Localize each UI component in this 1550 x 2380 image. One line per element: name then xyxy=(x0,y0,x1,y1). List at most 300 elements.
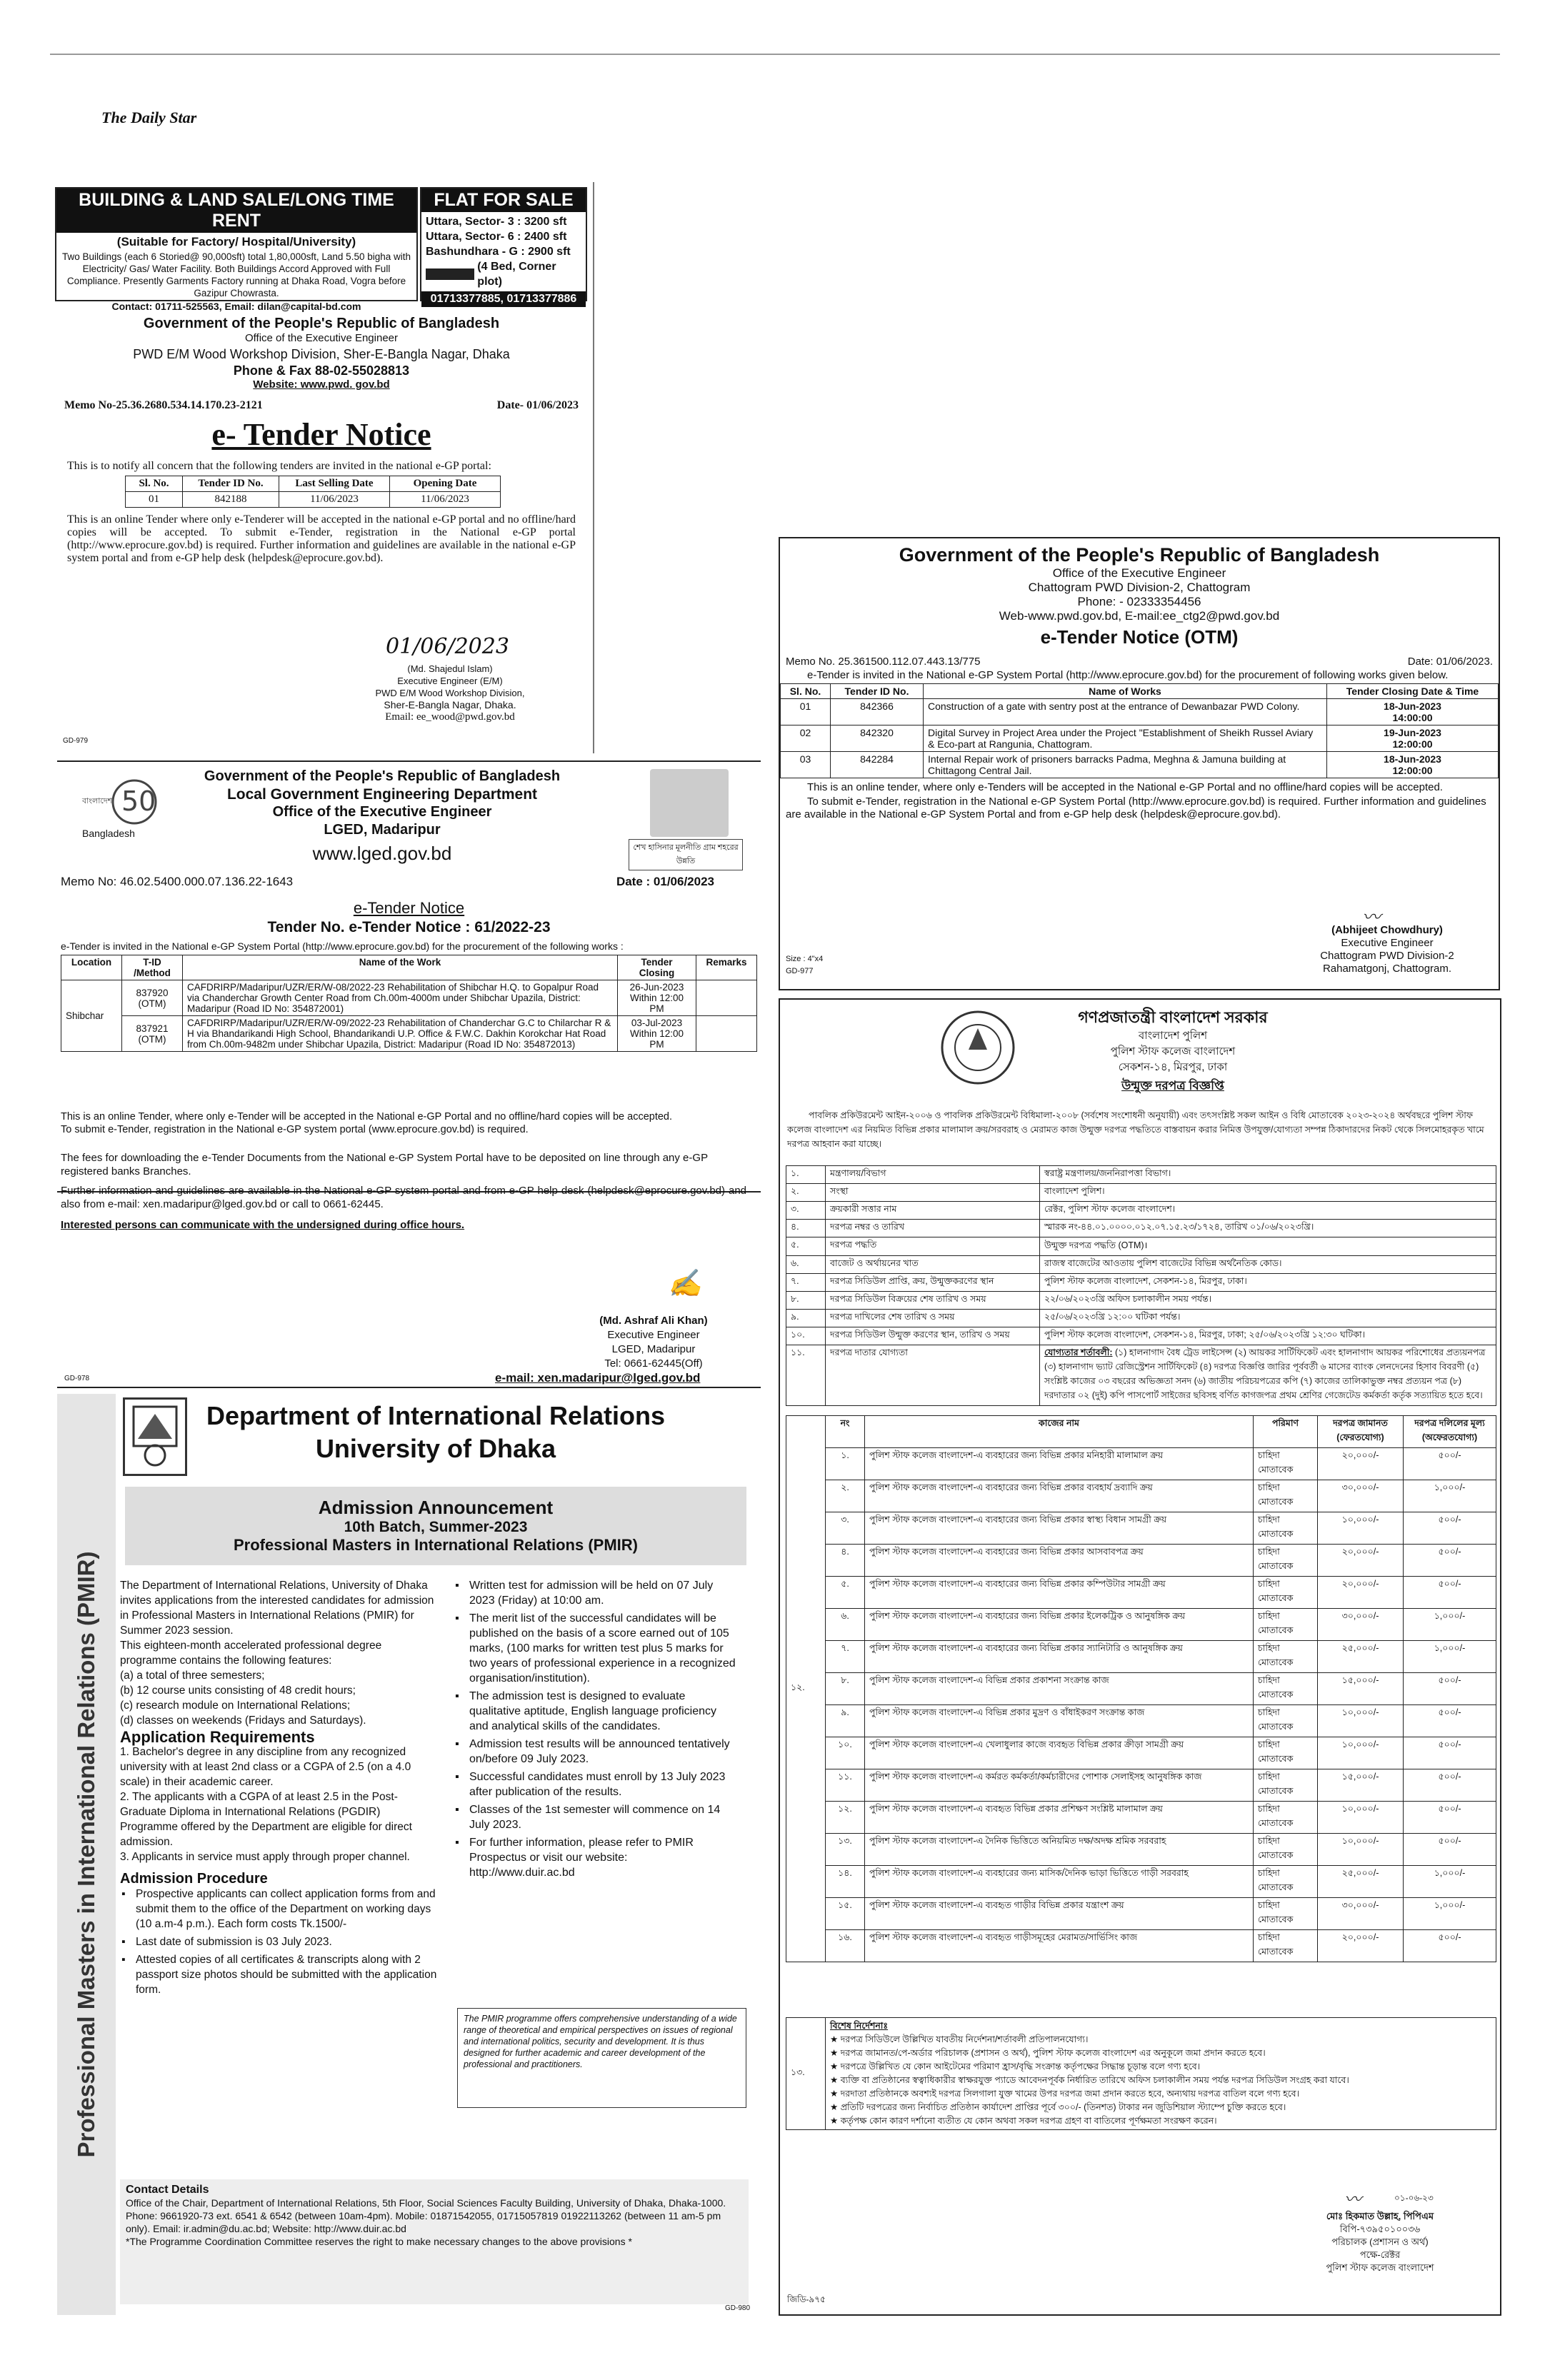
table-cell: ২৫,০০০/- xyxy=(1318,1641,1404,1673)
table-row xyxy=(786,1345,1496,1406)
signature-mark: 〰 xyxy=(1362,907,1381,928)
table-cell: 01 xyxy=(126,492,183,508)
table-cell: সংস্থা xyxy=(826,1184,1040,1202)
signer-designation: পক্ষে-রেক্টর xyxy=(1359,2249,1401,2260)
signer-name: (Md. Shajedul Islam) xyxy=(407,663,493,674)
banner-title: Admission Announcement xyxy=(318,1497,554,1518)
notice-office: Office of the Executive Engineer xyxy=(272,804,492,820)
table-cell: ৭. xyxy=(786,1274,826,1292)
notice-office: LGED, Madaripur xyxy=(324,822,441,838)
table-row xyxy=(786,1577,1496,1609)
table-cell: পুলিশ স্টাফ কলেজ বাংলাদেশ, সেকশন-১৪, মিরপুর, ঢাকা; ২৫/০৬/২০২৩খ্রি ১২:৩০ ঘটিকা। xyxy=(1040,1327,1496,1345)
table-cell: পুলিশ স্টাফ কলেজ বাংলাদেশ-এ বিভিন্ন প্রকার প্রকাশনা সংক্রান্ত কাজ xyxy=(865,1673,1254,1705)
table-cell: ১২. xyxy=(826,1802,865,1834)
pm-portrait-icon xyxy=(650,769,729,837)
table-row xyxy=(61,1016,757,1052)
schedule-table xyxy=(786,1165,1496,1406)
schedule-item: ▪ The admission test is designed to evaluate qualitative aptitude, English language proficiency and analytical skills of the candidates. xyxy=(454,1689,736,1734)
table-row xyxy=(786,1448,1496,1480)
table-cell: ১২. xyxy=(786,1416,826,1962)
table-cell: ৩. xyxy=(786,1202,826,1220)
table-cell: ১০,০০০/- xyxy=(1318,1802,1404,1834)
table-header: T-ID /Method xyxy=(122,955,183,980)
table-row xyxy=(781,699,1499,725)
table-cell: পুলিশ স্টাফ কলেজ বাংলাদেশ-এ ব্যবহারের জন্য বিভিন্ন প্রকার ব্যবহার্য দ্রব্যাদি ক্রয় xyxy=(865,1480,1254,1512)
table-cell: CAFDRIRP/Madaripur/UZR/ER/W-09/2022-23 Rehabilitation of Chanderchar G.C to Chilarchar R & H via Bhandarikandi High School, Bhandarikandi U.P. Office & F.W.C. Dakhin Korokchar Hat Road from Ch.00m-9482m under Shibchar Upazila, District: Madaripur (Road ID No: 354872013) xyxy=(183,1016,618,1052)
table-cell: পুলিশ স্টাফ কলেজ বাংলাদেশ-এ খেলাধুলার কাজে ব্যবহৃত বিভিন্ন প্রকার ক্রীড়া সামগ্রী ক্রয় xyxy=(865,1737,1254,1769)
signature-mark: 01/06/2023 xyxy=(386,634,509,659)
table-row xyxy=(786,1769,1496,1802)
section-title: Admission Procedure xyxy=(120,1871,268,1887)
schedule-item: ▪ Admission test results will be announced tentatively on/before 09 July 2023. xyxy=(454,1737,736,1767)
table-cell: চাহিদা মোতাবেক xyxy=(1254,1673,1318,1705)
table-cell: ২০,০০০/- xyxy=(1318,1577,1404,1609)
university-title: University of Dhaka xyxy=(315,1434,556,1463)
bangladesh-50-logo-icon xyxy=(79,775,161,832)
table-cell: ২০,০০০/- xyxy=(1318,1448,1404,1480)
signer-designation: পরিচালক (প্রশাসন ও অর্থ) xyxy=(1331,2236,1429,2247)
programme-quote: The PMIR programme offers comprehensive understanding of a wide range of theoretical and empirical perspectives on issues of regional and international politics, security and development. It is thus designed for further academic and career development of the professional and practitioners. xyxy=(457,2008,746,2108)
table-cell: 03 xyxy=(781,752,831,778)
contact-details: Office of the Chair, Department of International Relations, 5th Floor, Social Sciences Faculty Building, University of Dhaka, Dhaka-1000. Phone: 9661920-73 ext. 6541 & 6542 (between 10am-4pm). Mobile: 01871542055, 01715057819 01922113262 (between 11 am-5 pm only). Email: ir.admin@du.ac.bd; Website: http://www.duir.ac.bd xyxy=(126,2197,726,2234)
table-cell: ৮. xyxy=(786,1292,826,1310)
table-cell: বাজেট ও অর্থায়নের খাত xyxy=(826,1256,1040,1274)
notice-subheading: Local Government Engineering Department xyxy=(226,786,538,803)
memo-date: Date : 01/06/2023 xyxy=(616,875,714,888)
table-header: পরিমাণ xyxy=(1254,1416,1318,1448)
table-cell: পুলিশ স্টাফ কলেজ বাংলাদেশ-এ ব্যবহৃত বিভিন্ন প্রকার প্রশিক্ষণ সংশ্লিষ্ট মালামাল ক্রয় xyxy=(865,1802,1254,1834)
section-title: Application Requirements xyxy=(120,1728,315,1746)
table-cell: চাহিদা মোতাবেক xyxy=(1254,1609,1318,1641)
slogan: শেখ হাসিনার মূলনীতি গ্রাম শহরের উন্নতি xyxy=(629,839,743,870)
table-cell: ২. xyxy=(826,1480,865,1512)
flat-line: Uttara, Sector- 3 : 3200 sft xyxy=(426,216,567,228)
flat-ad-phones: 01713377885, 01713377886 xyxy=(421,291,586,307)
table-header: Location xyxy=(61,955,122,980)
notice-office: সেকশন-১৪, মিরপুর, ঢাকা xyxy=(1118,1061,1228,1073)
table-header: Remarks xyxy=(696,955,757,980)
table-header: Opening Date xyxy=(390,476,501,492)
notes-table xyxy=(786,2017,1496,2130)
notice-intro: পাবলিক প্রকিউরমেন্ট আইন-২০০৬ ও পাবলিক প্রকিউরমেন্ট বিধিমালা-২০০৮ (সর্বশেষ সংশোধনী অনুযায়ী) এবং তৎসংশ্লিষ্ট সকল আইন ও বিধি মোতাবেক ২০২৩-২০২৪ অর্থবছরে পুলিশ স্টাফ কলেজ বাংলাদেশ এর নিয়মিত বিভিন্ন প্রকার মালামাল ক্রয়/সরবরাহ ও মেরামত কাজ উন্মুক্ত দরপত্র পদ্ধতিতে বাস্তবায়ন করার নিমিত্ত উপযুক্ত/যোগ্যতা সম্পন্ন ঠিকাদারদের নিকট থেকে সিলমোহরকৃত খামে দরপত্র আহবান করা যাচ্ছে। xyxy=(787,1110,1484,1149)
table-cell: দরপত্র সিডিউল উন্মুক্ত করণের স্থান, তারিখ ও সময় xyxy=(826,1327,1040,1345)
flat-sale-ad xyxy=(420,187,587,305)
notice-body: Interested persons can communicate with the undersigned during office hours. xyxy=(61,1219,465,1231)
table-cell: চাহিদা মোতাবেক xyxy=(1254,1705,1318,1737)
notice-body: This is an online Tender where only e-Tenderer will be accepted in the national e-GP portal and no offline/hard copies will be accepted. To submit e-Tender, registration in the National e-GP portal (http://www.eprocure.gov.bd) is required. Further information and guidelines are available in the national e-GP system portal and from e-GP help desk (helpdesk@eprocure.gov.bd). xyxy=(67,513,576,564)
notice-heading: গণপ্রজাতন্ত্রী বাংলাদেশ সরকার xyxy=(1078,1008,1268,1026)
ad-code: GD-980 xyxy=(725,2304,751,2312)
table-cell: ১,০০০/- xyxy=(1404,1641,1496,1673)
lged-tender-notice xyxy=(57,760,761,1192)
contact-box xyxy=(120,2179,749,2304)
table-cell: ১০. xyxy=(786,1327,826,1345)
pwd-dhaka-tender-notice xyxy=(57,313,586,752)
table-cell: পুলিশ স্টাফ কলেজ বাংলাদেশ-এ কর্মরত কর্মকর্তা/কর্মচারীদের পোশাক সেলাইসহ আনুষঙ্গিক কাজ xyxy=(865,1769,1254,1802)
table-row xyxy=(61,980,757,1016)
table-cell: উন্মুক্ত দরপত্র পদ্ধতি (OTM)। xyxy=(1040,1237,1496,1256)
table-row xyxy=(786,1866,1496,1898)
table-header: Tender Closing Date & Time xyxy=(1327,684,1499,699)
notice-office: Chattogram PWD Division-2, Chattogram xyxy=(1028,581,1251,594)
department-title: Department of International Relations xyxy=(206,1401,666,1430)
table-cell: পুলিশ স্টাফ কলেজ বাংলাদেশ-এ ব্যবহৃত গাড়ীসমূহের মেরামত/সার্ভিসিং কাজ xyxy=(865,1930,1254,1962)
table-row xyxy=(786,1609,1496,1641)
signer-name: (Abhijeet Chowdhury) xyxy=(1331,924,1443,936)
svg-text:বাংলাদেশ: বাংলাদেশ xyxy=(82,796,113,805)
table-header: কাজের নাম xyxy=(865,1416,1254,1448)
table-cell: পুলিশ স্টাফ কলেজ বাংলাদেশ-এ বিভিন্ন প্রকার মুদ্রণ ও বাঁধাইকরণ সংক্রান্ত কাজ xyxy=(865,1705,1254,1737)
table-cell: চাহিদা মোতাবেক xyxy=(1254,1545,1318,1577)
table-cell: 01 xyxy=(781,699,831,725)
table-row xyxy=(786,1292,1496,1310)
signer-designation: Executive Engineer xyxy=(607,1329,700,1341)
table-cell: ১৫,০০০/- xyxy=(1318,1769,1404,1802)
signer-email: Email: ee_wood@pwd.gov.bd xyxy=(385,711,515,723)
table-cell: ৫. xyxy=(786,1237,826,1256)
requirement-item: 3. Applicants in service must apply through proper channel. xyxy=(120,1851,410,1863)
memo-number: Memo No: 46.02.5400.000.07.136.22-1643 xyxy=(61,875,294,888)
feature-item: (a) a total of three semesters; xyxy=(120,1669,265,1682)
table-cell: ১,০০০/- xyxy=(1404,1898,1496,1930)
table-cell: 14:00:00 xyxy=(1392,712,1433,723)
notice-title: e-Tender Notice (OTM) xyxy=(1040,626,1239,648)
table-cell: দরপত্র দাতার যোগ্যতা xyxy=(826,1345,1040,1406)
table-cell: পুলিশ স্টাফ কলেজ বাংলাদেশ, সেকশন-১৪, মিরপুর, ঢাকা। xyxy=(1040,1274,1496,1292)
table-cell: চাহিদা মোতাবেক xyxy=(1254,1577,1318,1609)
table-cell: ৩০,০০০/- xyxy=(1318,1480,1404,1512)
table-header: নং xyxy=(826,1416,865,1448)
table-cell: 18-Jun-2023 xyxy=(1384,701,1441,712)
table-cell: ৩০,০০০/- xyxy=(1318,1898,1404,1930)
table-row xyxy=(786,1220,1496,1237)
table-cell: 11/06/2023 xyxy=(390,492,501,508)
building-ad-body: Two Buildings (each 6 Storied@ 90,000sft) total 1,80,000sft, Land 5.50 bigha with Electricity/ Gas/ Water Facility. Both Buildings Accord Approved with Full Compliance. Presently Garments Factory running at Dhaka Road, Vogra before Gazipur Chowrasta. xyxy=(61,251,411,298)
note-item: ★ ব্যক্তি বা প্রতিষ্ঠানের স্বত্বাধিকারীর স্বাক্ষরযুক্ত প্যাডে আবেদনপূর্বক নির্ধারিত তারিখে অফিস চলাকালীন সময় পর্যন্ত দরপত্র সিডিউল সংগ্রহ করা যাবে। xyxy=(830,2075,1349,2085)
schedule-item: ▪ Classes of the 1st semester will commence on 14 July 2023. xyxy=(454,1802,736,1832)
section-rule xyxy=(57,1387,761,1388)
table-cell: চাহিদা মোতাবেক xyxy=(1254,1930,1318,1962)
notice-body: The fees for downloading the e-Tender Documents from the National e-GP System Portal have to be deposited on line through any e-GP registered banks Branches. xyxy=(61,1152,708,1178)
table-cell: ১,০০০/- xyxy=(1404,1480,1496,1512)
requirement-item: 1. Bachelor's degree in any discipline from any recognized university with at least 2nd class or a CGPA of 2.5 (on a 4.0 scale) in their academic career. xyxy=(120,1746,411,1788)
footnote: *The Programme Coordination Committee reserves the right to make necessary changes to the above provisions * xyxy=(126,2236,632,2247)
table-cell: 02 xyxy=(781,725,831,752)
notice-subheading: Office of the Executive Engineer xyxy=(1052,566,1226,580)
note-item: ★ প্রতিটি দরপত্রের জন্য নির্বাচিত প্রতিষ্ঠান কার্যাদেশ প্রাপ্তির পূর্বে ৩০০/- (তিনশত) টাকার নন জুডিশিয়াল স্ট্যাম্পে চুক্তি করতে হবে। xyxy=(830,2102,1286,2112)
signer-designation: Sher-E-Bangla Nagar, Dhaka. xyxy=(384,699,516,711)
table-cell: ১৩. xyxy=(826,1834,865,1866)
table-cell: ১. xyxy=(826,1448,865,1480)
table-cell: ৫০০/- xyxy=(1404,1512,1496,1545)
table-row xyxy=(781,725,1499,752)
table-cell: স্বরাষ্ট্র মন্ত্রণালয়/জননিরাপত্তা বিভাগ। xyxy=(1040,1166,1496,1184)
table-cell: ১০,০০০/- xyxy=(1318,1705,1404,1737)
table-cell: দরপত্র নম্বর ও তারিখ xyxy=(826,1220,1040,1237)
table-cell: ১১. xyxy=(826,1769,865,1802)
table-cell: ৪. xyxy=(826,1545,865,1577)
table-cell: দরপত্র দাখিলের শেষ তারিখ ও সময় xyxy=(826,1310,1040,1327)
table-cell: ৫০০/- xyxy=(1404,1577,1496,1609)
table-cell: ৫০০/- xyxy=(1404,1737,1496,1769)
table-cell: ৫০০/- xyxy=(1404,1930,1496,1962)
sidebar-band xyxy=(57,1394,116,2315)
table-cell: মন্ত্রণালয়/বিভাগ xyxy=(826,1166,1040,1184)
memo-number: Memo No. 25.361500.112.07.443.13/775 xyxy=(786,656,981,668)
sidebar-vertical-text: Professional Masters in International Relations (PMIR) xyxy=(73,1551,99,2158)
table-cell: ১৪. xyxy=(826,1866,865,1898)
flat-line: Uttara, Sector- 6 : 2400 sft xyxy=(426,231,567,243)
table-row xyxy=(781,752,1499,778)
procedure-item: ▪ Last date of submission is 03 July 2023. xyxy=(120,1934,438,1949)
table-row xyxy=(786,1930,1496,1962)
table-cell: ২৫/০৬/২০২৩খ্রি ১২:০০ ঘটিকা পর্যন্ত। xyxy=(1040,1310,1496,1327)
table-cell: ২০,০০০/- xyxy=(1318,1930,1404,1962)
note-item: ★ দরদাতা প্রতিষ্ঠানকে অবশ্যই দরপত্র সিলগালা যুক্ত খামের উপর দরপত্র জমা প্রদান করতে হবে, অন্যথায় দরপত্র বাতিল বলে গণ্য হবে। xyxy=(830,2089,1300,2099)
table-cell: ১০,০০০/- xyxy=(1318,1512,1404,1545)
table-cell: ৫০০/- xyxy=(1404,1834,1496,1866)
table-cell: পুলিশ স্টাফ কলেজ বাংলাদেশ-এ ব্যবহারের জন্য বিভিন্ন প্রকার স্বাস্থ্য বিধান সামগ্রী ক্রয় xyxy=(865,1512,1254,1545)
memo-date: Date: 01/06/2023. xyxy=(1407,656,1493,668)
signature-date: ০১-০৬-২৩ xyxy=(1394,2193,1434,2203)
table-cell: ৯. xyxy=(826,1705,865,1737)
table-cell: ৮. xyxy=(826,1673,865,1705)
notice-subheading: Office of the Executive Engineer xyxy=(244,332,398,344)
table-cell: চাহিদা মোতাবেক xyxy=(1254,1898,1318,1930)
table-row xyxy=(786,1327,1496,1345)
table-cell: 26-Jun-2023 Within 12:00 PM xyxy=(618,980,696,1016)
table-row xyxy=(786,1202,1496,1220)
table-cell: ১০,০০০/- xyxy=(1318,1834,1404,1866)
table-cell: 03-Jul-2023 Within 12:00 PM xyxy=(618,1016,696,1052)
notice-intro: This is to notify all concern that the following tenders are invited in the national e-GP portal: xyxy=(67,460,491,472)
lot-table xyxy=(786,1415,1496,1962)
signer-id: বিপি-৭৩৯৫০১০০৩৬ xyxy=(1339,2224,1421,2234)
company-logo-icon xyxy=(426,268,474,280)
tender-table xyxy=(125,476,501,508)
table-cell: ৫০০/- xyxy=(1404,1545,1496,1577)
table-row xyxy=(786,1834,1496,1866)
table-cell: 11/06/2023 xyxy=(279,492,390,508)
notice-phone: Phone & Fax 88-02-55028813 xyxy=(233,363,410,378)
table-cell: ২৫,০০০/- xyxy=(1318,1866,1404,1898)
memo-number: Memo No-25.36.2680.534.14.170.23-2121 xyxy=(64,399,263,411)
eligibility-label: যোগ্যতার শর্তাবলী: xyxy=(1044,1347,1113,1357)
signer-designation: Rahamatgonj, Chattogram. xyxy=(1322,963,1452,975)
table-header: Last Selling Date xyxy=(279,476,390,492)
notice-title: e- Tender Notice xyxy=(211,417,431,452)
tender-number: Tender No. e-Tender Notice : 61/2022-23 xyxy=(267,919,551,935)
notice-web: Web-www.pwd.gov.bd, E-mail:ee_ctg2@pwd.gov.bd xyxy=(999,609,1280,623)
table-header: Tender ID No. xyxy=(183,476,279,492)
notice-title: e-Tender Notice xyxy=(353,899,465,917)
table-cell: পুলিশ স্টাফ কলেজ বাংলাদেশ-এ ব্যবহারের জন্য বিভিন্ন প্রকার আসবাবপত্র ক্রয় xyxy=(865,1545,1254,1577)
feature-item: (d) classes on weekends (Fridays and Saturdays). xyxy=(120,1714,366,1727)
table-cell: রাজস্ব বাজেটের আওতায় পুলিশ বাজেটের বিভিন্ন অর্থনৈতিক কোড। xyxy=(1040,1256,1496,1274)
signer-designation: Executive Engineer (E/M) xyxy=(397,676,503,686)
table-row xyxy=(786,1545,1496,1577)
table-cell: ১৬. xyxy=(826,1930,865,1962)
table-cell: ৬. xyxy=(826,1609,865,1641)
building-ad-contact: Contact: 01711-525563, Email: dilan@capital-bd.com xyxy=(111,301,361,312)
note-item: ★ দরপত্র সিডিউলে উল্লিখিত যাবতীয় নির্দেশনা/শর্তাবলী প্রতিপালনযোগ্য। xyxy=(830,2034,1089,2044)
signer-email: e-mail: xen.madaripur@lged.gov.bd xyxy=(495,1371,701,1385)
table-cell: ১৫,০০০/- xyxy=(1318,1673,1404,1705)
table-row xyxy=(786,1237,1496,1256)
notice-website: www.lged.gov.bd xyxy=(312,843,452,864)
requirement-item: 2. The applicants with a CGPA of at least 2.5 in the Post-Graduate Diploma in International Relations (PGDIR) Programme offered by the Department are eligible for direct admission. xyxy=(120,1791,412,1848)
notice-intro: e-Tender is invited in the National e-GP System Portal (http://www.eprocure.gov.bd) for the procurement of following works given below. xyxy=(807,669,1449,681)
table-row xyxy=(786,1737,1496,1769)
table-cell: রেক্টর, পুলিশ স্টাফ কলেজ বাংলাদেশ। xyxy=(1040,1202,1496,1220)
table-cell: 842284 xyxy=(831,752,924,778)
signature-mark: ✍ xyxy=(668,1267,702,1299)
signer-designation: পুলিশ স্টাফ কলেজ বাংলাদেশ xyxy=(1326,2262,1434,2273)
table-row xyxy=(786,1641,1496,1673)
table-cell: 18-Jun-2023 xyxy=(1384,753,1441,765)
table-cell: ৫০০/- xyxy=(1404,1448,1496,1480)
table-cell: চাহিদা মোতাবেক xyxy=(1254,1834,1318,1866)
svg-text:50: 50 xyxy=(121,785,156,817)
building-ad-subtitle: (Suitable for Factory/ Hospital/University) xyxy=(116,235,356,248)
table-cell: ৫. xyxy=(826,1577,865,1609)
du-admission-announcement xyxy=(57,1394,761,2315)
table-header: Name of the Work xyxy=(183,955,618,980)
table-cell: স্মারক নং-৪৪.০১.০০০০.০১২.০৭.১৫.২৩/১৭২৪, তারিখ ০১/০৬/২০২৩খ্রি। xyxy=(1040,1220,1496,1237)
feature-item: (c) research module on International Relations; xyxy=(120,1699,351,1712)
schedule-item: ▪ For further information, please refer to PMIR Prospectus or visit our website: http://www.duir.ac.bd xyxy=(454,1835,736,1880)
table-cell: Shibchar xyxy=(61,980,122,1052)
table-header: Name of Works xyxy=(924,684,1327,699)
notice-phone: Phone: - 02333354456 xyxy=(1077,595,1201,608)
notice-title: উন্মুক্ত দরপত্র বিজ্ঞপ্তি xyxy=(1121,1079,1224,1093)
signer-designation: Chattogram PWD Division-2 xyxy=(1320,950,1454,962)
table-row xyxy=(786,1274,1496,1292)
tender-table xyxy=(780,683,1499,778)
table-cell: পুলিশ স্টাফ কলেজ বাংলাদেশ-এ দৈনিক ভিত্তিতে অনিয়মিত দক্ষ/অদক্ষ শ্রমিক সরবরাহ xyxy=(865,1834,1254,1866)
police-staff-college-notice xyxy=(779,998,1501,2316)
table-row xyxy=(786,1898,1496,1930)
table-cell: ৯. xyxy=(786,1310,826,1327)
note-item: ★ দরপত্রে উল্লিখিত যে কোন আইটেমের পরিমাণ হ্রাস/বৃদ্ধি সংক্রান্ত কর্তৃপক্ষের সিদ্ধান্ত চূড়ান্ত বলে গণ্য হবে। xyxy=(830,2062,1201,2072)
table-cell: CAFDRIRP/Madaripur/UZR/ER/W-08/2022-23 Rehabilitation of Shibchar H.Q. to Gopalpur Road via Chanderchar Growth Center Road from Ch.00m-4000m under Shibchar Upazila, District: Madaripur (Road ID No: 354872001) xyxy=(183,980,618,1016)
table-cell: ২. xyxy=(786,1184,826,1202)
table-cell: 842188 xyxy=(183,492,279,508)
table-cell: পুলিশ স্টাফ কলেজ বাংলাদেশ-এ ব্যবহারের জন্য বিভিন্ন প্রকার ইলেকট্রিক ও আনুষঙ্গিক ক্রয় xyxy=(865,1609,1254,1641)
signer-designation: PWD E/M Wood Workshop Division, xyxy=(375,688,525,698)
schedule-item: ▪ Successful candidates must enroll by 13 July 2023 after publication of the results. xyxy=(454,1769,736,1799)
notice-intro: e-Tender is invited in the National e-GP System Portal (http://www.eprocure.gov.bd) for the procurement of the following works : xyxy=(61,940,624,952)
flat-line: (4 Bed, Corner plot) xyxy=(477,261,556,288)
table-cell: 12:00:00 xyxy=(1392,738,1433,750)
table-row xyxy=(126,492,501,508)
table-header: Tender ID No. xyxy=(831,684,924,699)
table-cell: পুলিশ স্টাফ কলেজ বাংলাদেশ-এ ব্যবহারের জন্য বিভিন্ন প্রকার কম্পিউটার সামগ্রী ক্রয় xyxy=(865,1577,1254,1609)
table-row xyxy=(786,1166,1496,1184)
flat-ad-title: FLAT FOR SALE xyxy=(421,189,586,212)
table-cell: 19-Jun-2023 xyxy=(1384,727,1441,738)
schedule-item: ▪ The merit list of the successful candidates will be published on the basis of a score earned out of 105 marks, (100 marks for written test plus 5 marks for two years of professional experience in a recognized organisation/institution). xyxy=(454,1611,736,1686)
eligibility-text: (১) হালনাগাদ বৈধ ট্রেড লাইসেন্স (২) আয়কর সার্টিফিকেট এবং হালনাগাদ আয়কর পরিশোধের প্রত্যয়নপত্র (৩) হালনাগাদ ভ্যাট রেজিস্ট্রেশন সার্টিফিকেট (৪) দরপত্র বিজ্ঞপ্তি জারির পূর্ববর্তী ৬ মাসের ব্যাংক লেনদেনের হিসাব বিবরণী (৫) সংশ্লিষ্ট কাজের ০৩ বছরের অভিজ্ঞতা সনদ (৬) জাতীয় পরিচয়পত্রের কপি (৭) কাজের তালিকাভুক্ত নম্বর প্রত্যয়ন পত্র (৮) দরদাতার ০২ (দুই) কপি পাসপোর্ট সাইজের ছবিসহ বর্ণিত কাগজপত্র প্রথম শ্রেণির গেজেটেড কর্মকর্তা কর্তৃক সত্যায়িত হতে হবে। xyxy=(1044,1347,1486,1400)
table-cell: ৫০০/- xyxy=(1404,1769,1496,1802)
notice-office: PWD E/M Wood Workshop Division, Sher-E-Bangla Nagar, Dhaka xyxy=(133,347,510,361)
table-cell: দরপত্র সিডিউল প্রাপ্তি, ক্রয়, উন্মুক্তকরণের স্থান xyxy=(826,1274,1040,1292)
table-header: দরপত্র দলিলের মূল্য (অফেরতযোগ্য) xyxy=(1404,1416,1496,1448)
table-row xyxy=(786,1512,1496,1545)
features-intro: This eighteen-month accelerated professional degree programme contains the following features: xyxy=(120,1640,382,1667)
column-divider xyxy=(593,182,594,753)
notice-body: This is an online tender, where only e-Tenders will be accepted in the National e-GP Portal and no offline/hard copies will be accepted. xyxy=(807,781,1443,793)
flat-line: Bashundhara - G : 2900 sft xyxy=(426,246,571,258)
table-cell: চাহিদা মোতাবেক xyxy=(1254,1641,1318,1673)
table-cell: ক্রয়কারী সত্তার নাম xyxy=(826,1202,1040,1220)
table-cell: দরপত্র সিডিউল বিক্রয়ের শেষ তারিখ ও সময় xyxy=(826,1292,1040,1310)
table-header: Sl. No. xyxy=(126,476,183,492)
signer-designation: LGED, Madaripur xyxy=(611,1343,696,1355)
top-rule xyxy=(50,54,1500,55)
ad-code: জিডি-৯৭৫ xyxy=(787,2294,826,2304)
table-cell: ১. xyxy=(786,1166,826,1184)
ad-size: Size : 4"x4 xyxy=(786,955,824,963)
table-cell: বাংলাদেশ পুলিশ। xyxy=(1040,1184,1496,1202)
table-cell: ১,০০০/- xyxy=(1404,1609,1496,1641)
table-row xyxy=(786,1673,1496,1705)
ad-code: GD-978 xyxy=(64,1375,90,1382)
admission-banner xyxy=(125,1487,746,1565)
table-cell: 12:00:00 xyxy=(1392,765,1433,776)
notice-website: Website: www.pwd. gov.bd xyxy=(253,378,390,391)
notice-body: Further information and guidelines are available in the National e-GP system portal and from e-GP help desk (helpdesk@eprocure.gov.bd) and also from e-mail: xen.madaripur@lged.gov.bd or call to 0661-62445. xyxy=(61,1185,746,1210)
table-cell: ১,০০০/- xyxy=(1404,1866,1496,1898)
table-cell: Digital Survey in Project Area under the Project "Establishment of Sheikh Russel Aviary & Eco-part at Rangunia, Chattogram. xyxy=(924,725,1327,752)
intro-text: The Department of International Relations, University of Dhaka invites applications from the interested candidates for admission in Professional Masters in International Relations (PMIR) for Summer 2023 session. xyxy=(120,1580,434,1637)
notice-office: পুলিশ স্টাফ কলেজ বাংলাদেশ xyxy=(1110,1045,1236,1058)
table-cell: ১১. xyxy=(786,1345,826,1406)
table-cell: চাহিদা মোতাবেক xyxy=(1254,1480,1318,1512)
notice-body: To submit e-Tender, registration in the National e-GP system portal (www.eprocure.gov.bd) is required. xyxy=(61,1124,529,1135)
table-cell: ৬. xyxy=(786,1256,826,1274)
table-row xyxy=(786,1802,1496,1834)
table-cell: ১৩. xyxy=(786,2018,826,2130)
table-cell: ৩০,০০০/- xyxy=(1318,1609,1404,1641)
table-cell: চাহিদা মোতাবেক xyxy=(1254,1448,1318,1480)
table-cell: ১০. xyxy=(826,1737,865,1769)
notice-heading: Government of the People's Republic of Bangladesh xyxy=(143,316,500,331)
table-cell: পুলিশ স্টাফ কলেজ বাংলাদেশ-এ ব্যবহৃত গাড়ীর বিভিন্ন প্রকার যন্ত্রাংশ ক্রয় xyxy=(865,1898,1254,1930)
signer-tel: Tel: 0661-62445(Off) xyxy=(604,1357,703,1370)
signer-designation: Executive Engineer xyxy=(1341,937,1434,949)
table-row xyxy=(786,1310,1496,1327)
table-row xyxy=(786,1705,1496,1737)
notice-heading: Government of the People's Republic of Bangladesh xyxy=(899,544,1380,566)
table-cell: ৫০০/- xyxy=(1404,1802,1496,1834)
signer-name: মোঃ হিকমাত উল্লাহ, পিপিএম xyxy=(1326,2211,1434,2221)
table-cell: ৫০০/- xyxy=(1404,1705,1496,1737)
table-cell: Construction of a gate with sentry post at the entrance of Dewanbazar PWD Colony. xyxy=(924,699,1327,725)
building-ad-title: BUILDING & LAND SALE/LONG TIME RENT xyxy=(56,189,416,233)
procedure-item: ▪ Prospective applicants can collect application forms from and submit them to the office of the Department on working days (10 a.m-4 p.m.). Each form costs Tk.1500/- xyxy=(120,1887,438,1932)
table-cell: ৩. xyxy=(826,1512,865,1545)
table-cell: 842366 xyxy=(831,699,924,725)
table-row xyxy=(786,1184,1496,1202)
table-header: দরপত্র জামানত (ফেরতযোগ্য) xyxy=(1318,1416,1404,1448)
building-sale-ad xyxy=(55,187,418,312)
table-row xyxy=(786,1256,1496,1274)
table-cell: চাহিদা মোতাবেক xyxy=(1254,1512,1318,1545)
table-cell: চাহিদা মোতাবেক xyxy=(1254,1866,1318,1898)
table-cell: ২২/০৬/২০২৩খ্রি অফিস চলাকালীন সময় পর্যন্ত। xyxy=(1040,1292,1496,1310)
memo-date: Date- 01/06/2023 xyxy=(496,399,579,411)
